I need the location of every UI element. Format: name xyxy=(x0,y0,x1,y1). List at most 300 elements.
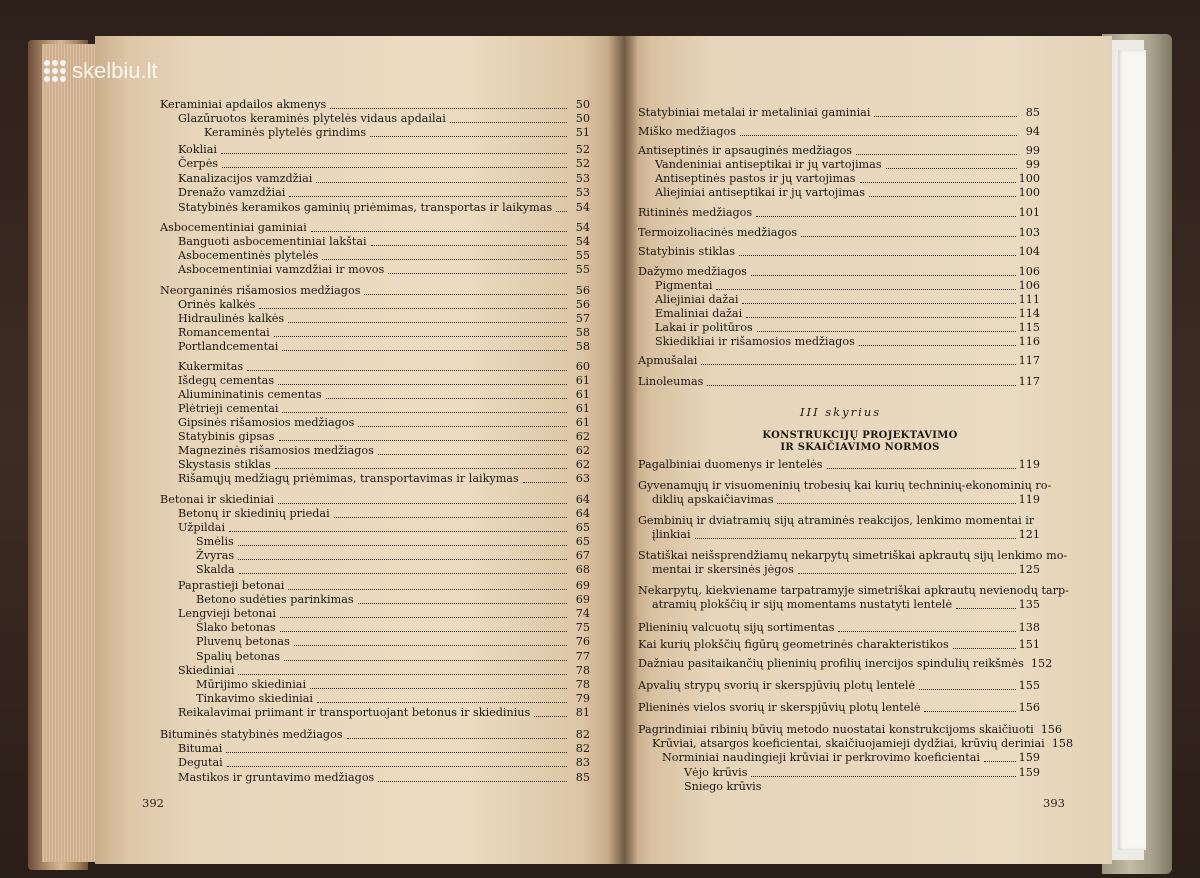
toc-entry-page: 58 xyxy=(575,326,590,339)
toc-entry xyxy=(638,265,1040,279)
toc-dot-leader xyxy=(289,196,567,197)
toc-entry-page: 82 xyxy=(575,742,590,755)
toc-entry xyxy=(196,563,590,577)
chapter-label: III skyrius xyxy=(800,405,882,419)
toc-entry xyxy=(655,321,1040,335)
toc-entry xyxy=(178,360,590,374)
toc-entry xyxy=(178,756,590,770)
toc-entry-page: 121 xyxy=(1018,528,1040,541)
toc-entry-title: Vandeniniai antiseptikai ir jų vartojimas xyxy=(655,158,882,171)
toc-entry xyxy=(196,535,590,549)
toc-entry xyxy=(655,186,1040,200)
toc-entry-page: 64 xyxy=(575,507,590,520)
toc-dot-leader xyxy=(695,538,1016,539)
toc-entry-title: Miško medžiagos xyxy=(638,125,737,138)
toc-entry xyxy=(655,158,1040,172)
toc-entry-page: 111 xyxy=(1018,293,1040,306)
toc-entry xyxy=(638,657,1053,671)
toc-entry xyxy=(196,692,590,706)
toc-entry xyxy=(178,430,590,444)
toc-dot-leader xyxy=(388,273,567,274)
toc-entry-page: 94 xyxy=(1025,125,1040,138)
toc-entry xyxy=(638,458,1040,472)
toc-entry xyxy=(178,312,590,326)
toc-entry xyxy=(160,493,590,507)
toc-entry-page: 77 xyxy=(575,650,590,663)
toc-entry-page: 135 xyxy=(1018,598,1040,611)
toc-entry-title: Kanalizacijos vamzdžiai xyxy=(178,172,313,185)
toc-entry-title: Statybinės keramikos gaminių priėmimas, transportas ir laikymas xyxy=(178,201,553,214)
toc-entry xyxy=(638,106,1040,120)
toc-entry xyxy=(178,388,590,402)
toc-entry-title: Neorganinės rišamosios medžiagos xyxy=(160,284,361,297)
toc-dot-leader xyxy=(742,303,1015,304)
page-edges xyxy=(42,44,100,862)
toc-entry-title: Betonų ir skiedinių priedai xyxy=(178,507,330,520)
toc-dot-leader xyxy=(274,336,567,337)
toc-entry-title: Degutai xyxy=(178,756,223,769)
toc-entry-page: 151 xyxy=(1018,638,1040,651)
toc-entry xyxy=(638,679,1040,693)
toc-entry-title: Kokliai xyxy=(178,143,217,156)
toc-entry xyxy=(684,780,762,794)
toc-dot-leader xyxy=(288,589,567,590)
toc-entry-title: Rišamųjų medžiagų priėmimas, transportavimas ir laikymas xyxy=(178,472,519,485)
toc-entry-page: 53 xyxy=(575,172,590,185)
toc-entry xyxy=(652,528,1040,542)
toc-entry xyxy=(178,340,590,354)
toc-entry xyxy=(638,144,1040,158)
toc-entry-title: diklių apskaičiavimas xyxy=(652,493,774,506)
toc-entry-page: 99 xyxy=(1025,144,1040,157)
toc-entry xyxy=(178,458,590,472)
toc-entry-title: Pluvenų betonas xyxy=(196,635,290,648)
toc-entry-title: Statybinis gipsas xyxy=(178,430,275,443)
toc-entry-title: Vėjo krūvis xyxy=(684,766,748,779)
toc-entry-title: Asbocementinės plytelės xyxy=(178,249,319,262)
toc-entry-page: 104 xyxy=(1018,245,1040,258)
toc-entry-page: 100 xyxy=(1018,186,1040,199)
toc-dot-leader xyxy=(874,116,1017,117)
toc-entry-page: 62 xyxy=(575,444,590,457)
toc-entry-page: 138 xyxy=(1018,621,1040,634)
toc-entry-title: Pigmentai xyxy=(655,279,713,292)
toc-dot-leader xyxy=(370,136,567,137)
toc-dot-leader xyxy=(716,289,1015,290)
toc-entry-page: 56 xyxy=(575,284,590,297)
toc-dot-leader xyxy=(378,781,567,782)
toc-dot-leader xyxy=(222,167,567,168)
toc-entry-wrapped-line-1: Nekarpytų, kiekviename tarpatramyje simetriškai apkrautų nevienodų tarp- xyxy=(638,584,1069,597)
toc-entry xyxy=(638,245,1040,259)
toc-entry-title: įlinkiai xyxy=(652,528,691,541)
toc-entry-title: Krūviai, atsargos koeficientai, skaičiuojamieji dydžiai, krūvių deriniai xyxy=(652,737,1045,750)
toc-entry-page: 159 xyxy=(1018,751,1040,764)
toc-dot-leader xyxy=(378,454,567,455)
toc-entry xyxy=(638,354,1040,368)
toc-entry-page: 78 xyxy=(575,664,590,677)
toc-entry-page: 159 xyxy=(1018,766,1040,779)
toc-entry-page: 54 xyxy=(575,235,590,248)
toc-dot-leader xyxy=(226,752,567,753)
page-number-right: 393 xyxy=(1043,796,1065,810)
toc-entry xyxy=(178,263,590,277)
page-stack-right-inner xyxy=(1118,50,1146,850)
toc-entry xyxy=(178,507,590,521)
toc-dot-leader xyxy=(707,385,1015,386)
toc-entry-page: 117 xyxy=(1018,375,1040,388)
toc-dot-leader xyxy=(330,108,567,109)
chapter-title-line-1: KONSTRUKCIJŲ PROJEKTAVIMO xyxy=(762,430,958,441)
watermark-text: skelbiu.lt xyxy=(72,58,158,83)
toc-entry-page: 85 xyxy=(1025,106,1040,119)
toc-entry-title: Smėlis xyxy=(196,535,234,548)
toc-entry-page: 61 xyxy=(575,388,590,401)
toc-entry-page: 158 xyxy=(1051,737,1074,750)
toc-entry-title: Šlako betonas xyxy=(196,621,276,634)
watermark-logo-icon xyxy=(44,60,66,82)
toc-entry-page: 81 xyxy=(575,706,590,719)
toc-entry xyxy=(684,766,1040,780)
toc-dot-leader xyxy=(275,468,567,469)
toc-entry-title: Aliumininatinis cementas xyxy=(178,388,322,401)
toc-dot-leader xyxy=(924,711,1015,712)
toc-entry-page: 65 xyxy=(575,521,590,534)
toc-entry-page: 50 xyxy=(575,98,590,111)
watermark xyxy=(44,58,158,84)
toc-dot-leader xyxy=(278,503,567,504)
toc-entry xyxy=(638,638,1040,652)
toc-entry-title: Dažymo medžiagos xyxy=(638,265,747,278)
toc-dot-leader xyxy=(856,154,1017,155)
toc-entry-page: 61 xyxy=(575,402,590,415)
toc-entry xyxy=(178,201,590,215)
toc-entry-title: Skalda xyxy=(196,563,235,576)
toc-entry xyxy=(652,598,1040,612)
toc-entry-title: Aliejiniai dažai xyxy=(655,293,739,306)
toc-dot-leader xyxy=(247,370,567,371)
toc-dot-leader xyxy=(288,322,567,323)
toc-entry xyxy=(178,402,590,416)
toc-entry-page: 82 xyxy=(575,728,590,741)
toc-entry xyxy=(178,112,590,126)
toc-entry-page: 85 xyxy=(575,771,590,784)
toc-entry-title: Bituminės statybinės medžiagos xyxy=(160,728,343,741)
toc-dot-leader xyxy=(238,545,567,546)
toc-dot-leader xyxy=(282,350,567,351)
toc-entry xyxy=(178,186,590,200)
toc-dot-leader xyxy=(239,573,567,574)
toc-entry-title: Statybinis stiklas xyxy=(638,245,736,258)
toc-entry-page: 156 xyxy=(1018,701,1040,714)
toc-entry-title: Asbocementiniai vamzdžiai ir movos xyxy=(178,263,385,276)
toc-entry xyxy=(160,98,590,112)
toc-entry-page: 115 xyxy=(1018,321,1040,334)
toc-entry xyxy=(178,172,590,186)
toc-entry-title: Mūrijimo skiediniai xyxy=(196,678,307,691)
toc-dot-leader xyxy=(534,716,567,717)
toc-entry-page: 51 xyxy=(575,126,590,139)
toc-dot-leader xyxy=(238,674,567,675)
toc-entry xyxy=(160,728,590,742)
toc-entry-title: Plieninės vielos svorių ir skerspjūvių plotų lentelė xyxy=(638,701,921,714)
toc-entry-title: Išdegų cementas xyxy=(178,374,275,387)
toc-entry-title: Spalių betonas xyxy=(196,650,281,663)
toc-entry xyxy=(178,472,590,486)
toc-entry xyxy=(655,335,1040,349)
toc-entry-title: Žvyras xyxy=(196,549,235,562)
toc-dot-leader xyxy=(746,317,1015,318)
toc-entry xyxy=(178,444,590,458)
toc-entry-title: Mastikos ir gruntavimo medžiagos xyxy=(178,771,375,784)
toc-entry xyxy=(196,678,590,692)
toc-entry-title: atramių plokščių ir sijų momentams nustatyti lentelė xyxy=(652,598,953,611)
toc-entry-title: Betonai ir skiediniai xyxy=(160,493,275,506)
toc-entry-page: 100 xyxy=(1018,172,1040,185)
toc-entry xyxy=(638,125,1040,139)
toc-entry xyxy=(196,621,590,635)
toc-entry-title: Norminiai naudingieji krūviai ir perkrovimo koeficientai xyxy=(662,751,980,764)
toc-entry-page: 58 xyxy=(575,340,590,353)
toc-entry-page: 54 xyxy=(575,201,590,214)
toc-entry-page: 106 xyxy=(1018,265,1040,278)
toc-entry xyxy=(655,293,1040,307)
toc-entry-title: Skiedikliai ir rišamosios medžiagos xyxy=(655,335,855,348)
toc-entry-page: 78 xyxy=(575,678,590,691)
toc-entry-page: 99 xyxy=(1025,158,1040,171)
toc-dot-leader xyxy=(859,345,1016,346)
toc-dot-leader xyxy=(886,168,1017,169)
toc-entry-title: Plieninių valcuotų sijų sortimentas xyxy=(638,621,835,634)
toc-dot-leader xyxy=(238,559,567,560)
toc-entry-page: 69 xyxy=(575,579,590,592)
toc-entry-page: 76 xyxy=(575,635,590,648)
toc-dot-leader xyxy=(751,275,1016,276)
toc-dot-leader xyxy=(860,182,1016,183)
toc-entry-page: 69 xyxy=(575,593,590,606)
toc-entry xyxy=(196,650,590,664)
toc-entry-page: 55 xyxy=(575,263,590,276)
toc-dot-leader xyxy=(919,689,1016,690)
toc-dot-leader xyxy=(278,384,567,385)
toc-entry xyxy=(178,298,590,312)
toc-entry xyxy=(638,701,1040,715)
toc-entry-page: 53 xyxy=(575,186,590,199)
toc-entry-page: 155 xyxy=(1018,679,1040,692)
toc-entry-title: Čerpės xyxy=(178,157,219,170)
toc-entry xyxy=(196,635,590,649)
toc-entry-page: 50 xyxy=(575,112,590,125)
toc-dot-leader xyxy=(227,766,567,767)
book-gutter xyxy=(608,36,638,864)
toc-entry xyxy=(178,249,590,263)
toc-entry-wrapped-line-1: Gyvenamųjų ir visuomeninių trobesių kai kurių techninių-ekonominių ro- xyxy=(638,479,1052,492)
toc-entry xyxy=(638,723,1063,737)
toc-entry-title: Orinės kalkės xyxy=(178,298,256,311)
toc-dot-leader xyxy=(798,573,1016,574)
toc-entry-title: Plėtrieji cementai xyxy=(178,402,279,415)
toc-entry xyxy=(178,521,590,535)
toc-entry-title: Pagalbiniai duomenys ir lentelės xyxy=(638,458,823,471)
toc-entry xyxy=(655,279,1040,293)
toc-dot-leader xyxy=(956,608,1016,609)
toc-entry-page: 52 xyxy=(575,157,590,170)
toc-dot-leader xyxy=(294,645,567,646)
toc-entry-title: Antiseptinės ir apsauginės medžiagos xyxy=(638,144,853,157)
toc-entry xyxy=(178,143,590,157)
toc-entry-page: 54 xyxy=(575,221,590,234)
toc-entry-title: Statybiniai metalai ir metaliniai gaminiai xyxy=(638,106,871,119)
toc-dot-leader xyxy=(280,617,567,618)
toc-entry xyxy=(178,326,590,340)
toc-dot-leader xyxy=(334,517,567,518)
toc-entry-title: Keraminiai apdailos akmenys xyxy=(160,98,327,111)
toc-dot-leader xyxy=(777,503,1015,504)
toc-entry-page: 101 xyxy=(1018,206,1040,219)
toc-entry-wrapped-line-1: Statiškai neišsprendžiamų nekarpytų simetriškai apkrautų sijų lenkimo mo- xyxy=(638,549,1068,562)
toc-entry-page: 114 xyxy=(1018,307,1040,320)
toc-entry xyxy=(652,563,1040,577)
toc-entry-page: 56 xyxy=(575,298,590,311)
toc-entry xyxy=(204,126,590,140)
toc-entry-title: Užpildai xyxy=(178,521,226,534)
toc-dot-leader xyxy=(347,738,567,739)
toc-entry xyxy=(178,742,590,756)
toc-entry-page: 52 xyxy=(575,143,590,156)
toc-entry xyxy=(178,416,590,430)
toc-dot-leader xyxy=(756,216,1015,217)
toc-entry xyxy=(638,226,1040,240)
toc-entry-page: 75 xyxy=(575,621,590,634)
toc-entry-page: 79 xyxy=(575,692,590,705)
toc-entry-title: Tinkavimo skiediniai xyxy=(196,692,313,705)
toc-entry xyxy=(178,664,590,678)
toc-entry-title: Gipsinės rišamosios medžiagos xyxy=(178,416,355,429)
toc-entry xyxy=(178,374,590,388)
toc-entry-title: Apmušalai xyxy=(638,354,698,367)
toc-dot-leader xyxy=(739,255,1016,256)
toc-entry-page: 103 xyxy=(1018,226,1040,239)
toc-entry-page: 68 xyxy=(575,563,590,576)
toc-dot-leader xyxy=(801,236,1016,237)
toc-entry-title: Kukermitas xyxy=(178,360,244,373)
toc-entry-page: 61 xyxy=(575,416,590,429)
toc-dot-leader xyxy=(221,153,567,154)
toc-entry xyxy=(638,375,1040,389)
toc-dot-leader xyxy=(838,631,1015,632)
toc-entry-page: 83 xyxy=(575,756,590,769)
toc-dot-leader xyxy=(523,482,567,483)
toc-entry-title: Paprastieji betonai xyxy=(178,579,285,592)
toc-entry-page: 61 xyxy=(575,374,590,387)
toc-entry-page: 125 xyxy=(1018,563,1040,576)
toc-entry xyxy=(178,607,590,621)
toc-entry-title: Romancementai xyxy=(178,326,270,339)
toc-dot-leader xyxy=(316,182,567,183)
toc-entry xyxy=(178,706,590,720)
toc-dot-leader xyxy=(311,231,567,232)
toc-dot-leader xyxy=(740,135,1017,136)
toc-dot-leader xyxy=(869,196,1016,197)
toc-entry xyxy=(178,157,590,171)
toc-entry-title: Termoizoliacinės medžiagos xyxy=(638,226,798,239)
toc-entry xyxy=(655,307,1040,321)
toc-entry-title: Sniego krūvis xyxy=(684,780,762,793)
toc-dot-leader xyxy=(984,761,1016,762)
toc-entry xyxy=(196,593,590,607)
toc-dot-leader xyxy=(358,426,567,427)
toc-dot-leader xyxy=(358,603,567,604)
chapter-title xyxy=(740,430,980,454)
toc-dot-leader xyxy=(751,776,1015,777)
toc-entry-page: 60 xyxy=(575,360,590,373)
toc-entry xyxy=(652,737,1074,751)
toc-entry-title: Skystasis stiklas xyxy=(178,458,271,471)
toc-dot-leader xyxy=(701,364,1015,365)
toc-entry-page: 65 xyxy=(575,535,590,548)
toc-entry-title: Dažniau pasitaikančių plieninių profilių inercijos spindulių reikšmės xyxy=(638,657,1024,670)
toc-entry-title: Kai kurių plokščių figūrų geometrinės charakteristikos xyxy=(638,638,949,651)
toc-entry-title: Antiseptinės pastos ir jų vartojimas xyxy=(655,172,856,185)
toc-dot-leader xyxy=(317,702,567,703)
toc-dot-leader xyxy=(259,308,567,309)
page-number-left: 392 xyxy=(142,796,164,810)
toc-dot-leader xyxy=(364,294,567,295)
toc-dot-leader xyxy=(310,688,567,689)
toc-entry-page: 67 xyxy=(575,549,590,562)
toc-entry-title: Skiediniai xyxy=(178,664,235,677)
toc-entry-title: Pagrindiniai ribinių būvių metodo nuostatai konstrukcijoms skaičiuoti xyxy=(638,723,1034,736)
toc-dot-leader xyxy=(280,631,567,632)
toc-entry xyxy=(638,206,1040,220)
toc-dot-leader xyxy=(556,211,567,212)
toc-entry-page: 116 xyxy=(1018,335,1040,348)
toc-entry-page: 117 xyxy=(1018,354,1040,367)
toc-entry-title: Lakai ir politūros xyxy=(655,321,753,334)
toc-entry-page: 64 xyxy=(575,493,590,506)
toc-entry-title: Asbocementiniai gaminiai xyxy=(160,221,307,234)
toc-entry-title: Keraminės plytelės grindims xyxy=(204,126,367,139)
toc-entry xyxy=(655,172,1040,186)
toc-entry-title: Reikalavimai priimant ir transportuojant betonus ir skiedinius xyxy=(178,706,531,719)
chapter-title-line-2: IR SKAIČIAVIMO NORMOS xyxy=(780,442,940,453)
toc-entry-page: 156 xyxy=(1040,723,1063,736)
toc-entry-title: Aliejiniai antiseptikai ir jų vartojimas xyxy=(655,186,865,199)
toc-entry xyxy=(638,621,1040,635)
toc-entry-title: Drenažo vamzdžiai xyxy=(178,186,286,199)
toc-entry xyxy=(178,235,590,249)
toc-entry-wrapped-line-1: Gembinių ir dviatramių sijų atraminės reakcijos, lenkimo momentai ir xyxy=(638,514,1035,527)
toc-dot-leader xyxy=(279,440,567,441)
toc-entry-page: 62 xyxy=(575,458,590,471)
toc-dot-leader xyxy=(229,531,567,532)
toc-entry-title: mentai ir skersinės jėgos xyxy=(652,563,794,576)
toc-entry-page: 152 xyxy=(1030,657,1053,670)
toc-entry-title: Hidraulinės kalkės xyxy=(178,312,285,325)
toc-entry-title: Magnezinės rišamosios medžiagos xyxy=(178,444,374,457)
toc-dot-leader xyxy=(953,648,1016,649)
toc-entry xyxy=(662,751,1040,765)
toc-entry xyxy=(178,771,590,785)
toc-entry-title: Linoleumas xyxy=(638,375,704,388)
toc-entry xyxy=(160,221,590,235)
toc-entry-page: 62 xyxy=(575,430,590,443)
toc-dot-leader xyxy=(284,660,567,661)
toc-entry-title: Ritininės medžiagos xyxy=(638,206,753,219)
toc-entry-title: Lengvieji betonai xyxy=(178,607,277,620)
toc-entry-page: 55 xyxy=(575,249,590,262)
toc-entry-page: 63 xyxy=(575,472,590,485)
